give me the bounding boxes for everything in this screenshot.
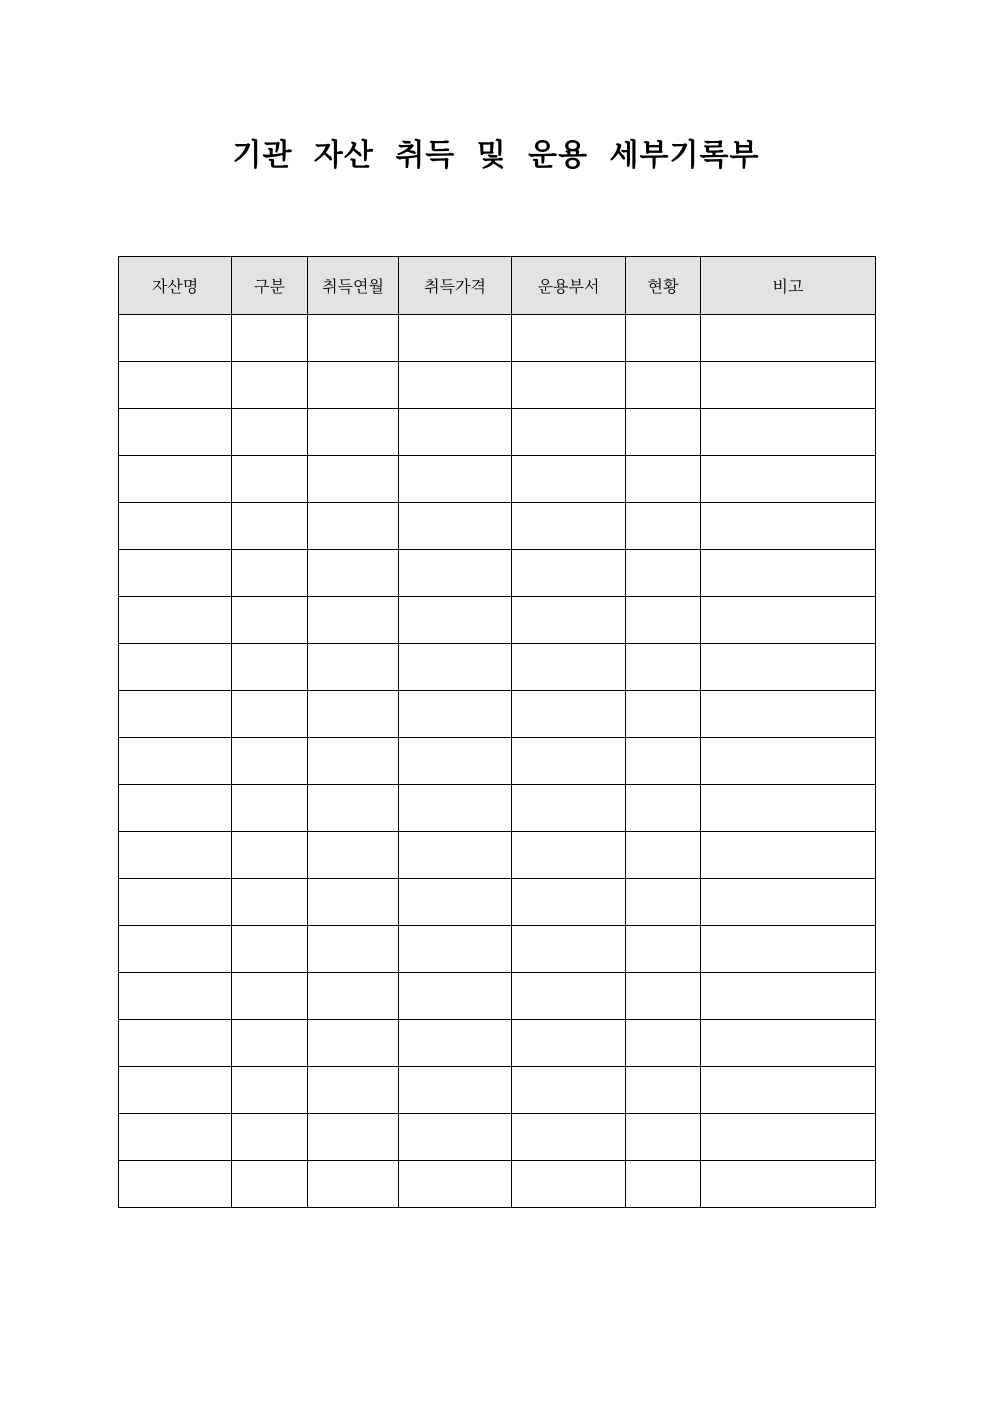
acquisition-date-cell[interactable] [308,550,399,597]
table-row [119,926,876,973]
status-cell[interactable] [626,409,701,456]
asset-name-cell[interactable] [119,550,232,597]
category-cell[interactable] [232,832,308,879]
remarks-cell[interactable] [701,456,876,503]
table-row [119,832,876,879]
remarks-cell[interactable] [701,597,876,644]
acquisition-price-cell[interactable] [399,879,512,926]
remarks-cell[interactable] [701,926,876,973]
status-cell[interactable] [626,644,701,691]
category-cell[interactable] [232,315,308,362]
category-cell[interactable] [232,597,308,644]
remarks-cell[interactable] [701,832,876,879]
column-header-remarks: 비고 [701,257,876,315]
category-cell[interactable] [232,973,308,1020]
table-row [119,879,876,926]
table-row [119,550,876,597]
acquisition-date-cell[interactable] [308,832,399,879]
remarks-cell[interactable] [701,315,876,362]
department-cell[interactable] [512,362,626,409]
department-cell[interactable] [512,691,626,738]
asset-name-cell[interactable] [119,456,232,503]
column-header-asset-name: 자산명 [119,257,232,315]
acquisition-date-cell[interactable] [308,973,399,1020]
acquisition-price-cell[interactable] [399,456,512,503]
column-header-acquisition-price: 취득가격 [399,257,512,315]
department-cell[interactable] [512,644,626,691]
department-cell[interactable] [512,926,626,973]
category-cell[interactable] [232,362,308,409]
department-cell[interactable] [512,597,626,644]
asset-name-cell[interactable] [119,644,232,691]
remarks-cell[interactable] [701,973,876,1020]
remarks-cell[interactable] [701,409,876,456]
acquisition-price-cell[interactable] [399,691,512,738]
asset-name-cell[interactable] [119,738,232,785]
status-cell[interactable] [626,738,701,785]
column-header-department: 운용부서 [512,257,626,315]
category-cell[interactable] [232,738,308,785]
table-row [119,1020,876,1067]
remarks-cell[interactable] [701,785,876,832]
status-cell[interactable] [626,1067,701,1114]
acquisition-date-cell[interactable] [308,503,399,550]
acquisition-price-cell[interactable] [399,1020,512,1067]
table-row [119,503,876,550]
acquisition-date-cell[interactable] [308,1067,399,1114]
status-cell[interactable] [626,691,701,738]
acquisition-price-cell[interactable] [399,738,512,785]
remarks-cell[interactable] [701,738,876,785]
department-cell[interactable] [512,785,626,832]
status-cell[interactable] [626,973,701,1020]
category-cell[interactable] [232,1114,308,1161]
department-cell[interactable] [512,1020,626,1067]
asset-name-cell[interactable] [119,1020,232,1067]
table-row [119,1067,876,1114]
category-cell[interactable] [232,456,308,503]
status-cell[interactable] [626,785,701,832]
department-cell[interactable] [512,879,626,926]
category-cell[interactable] [232,1161,308,1208]
asset-name-cell[interactable] [119,409,232,456]
department-cell[interactable] [512,315,626,362]
table-row [119,973,876,1020]
asset-name-cell[interactable] [119,926,232,973]
status-cell[interactable] [626,1114,701,1161]
acquisition-price-cell[interactable] [399,1067,512,1114]
acquisition-price-cell[interactable] [399,409,512,456]
acquisition-price-cell[interactable] [399,644,512,691]
status-cell[interactable] [626,597,701,644]
category-cell[interactable] [232,644,308,691]
department-cell[interactable] [512,456,626,503]
acquisition-price-cell[interactable] [399,926,512,973]
asset-name-cell[interactable] [119,1114,232,1161]
asset-name-cell[interactable] [119,362,232,409]
acquisition-price-cell[interactable] [399,550,512,597]
remarks-cell[interactable] [701,1020,876,1067]
asset-name-cell[interactable] [119,315,232,362]
category-cell[interactable] [232,785,308,832]
table-row [119,456,876,503]
remarks-cell[interactable] [701,1067,876,1114]
remarks-cell[interactable] [701,1161,876,1208]
acquisition-date-cell[interactable] [308,644,399,691]
acquisition-date-cell[interactable] [308,362,399,409]
department-cell[interactable] [512,1114,626,1161]
remarks-cell[interactable] [701,550,876,597]
remarks-cell[interactable] [701,879,876,926]
remarks-cell[interactable] [701,1114,876,1161]
ledger-body [119,315,876,1208]
acquisition-date-cell[interactable] [308,926,399,973]
status-cell[interactable] [626,362,701,409]
remarks-cell[interactable] [701,691,876,738]
column-header-status: 현황 [626,257,701,315]
asset-name-cell[interactable] [119,973,232,1020]
acquisition-price-cell[interactable] [399,362,512,409]
asset-name-cell[interactable] [119,691,232,738]
acquisition-price-cell[interactable] [399,1161,512,1208]
status-cell[interactable] [626,503,701,550]
asset-name-cell[interactable] [119,785,232,832]
header-row [119,257,876,315]
acquisition-date-cell[interactable] [308,409,399,456]
remarks-cell[interactable] [701,503,876,550]
status-cell[interactable] [626,832,701,879]
category-cell[interactable] [232,503,308,550]
department-cell[interactable] [512,550,626,597]
acquisition-date-cell[interactable] [308,315,399,362]
department-cell[interactable] [512,1067,626,1114]
category-cell[interactable] [232,1020,308,1067]
status-cell[interactable] [626,1161,701,1208]
status-cell[interactable] [626,550,701,597]
table-row [119,1114,876,1161]
table-row [119,644,876,691]
acquisition-date-cell[interactable] [308,1161,399,1208]
acquisition-date-cell[interactable] [308,691,399,738]
table-row [119,738,876,785]
remarks-cell[interactable] [701,644,876,691]
table-row [119,315,876,362]
department-cell[interactable] [512,503,626,550]
table-row [119,1161,876,1208]
status-cell[interactable] [626,1020,701,1067]
acquisition-date-cell[interactable] [308,738,399,785]
table-row [119,362,876,409]
category-cell[interactable] [232,926,308,973]
acquisition-price-cell[interactable] [399,503,512,550]
acquisition-price-cell[interactable] [399,973,512,1020]
acquisition-price-cell[interactable] [399,1114,512,1161]
department-cell[interactable] [512,738,626,785]
table-row [119,785,876,832]
asset-ledger-table [118,256,876,1208]
table-row [119,691,876,738]
acquisition-date-cell[interactable] [308,1020,399,1067]
category-cell[interactable] [232,409,308,456]
column-header-category: 구분 [232,257,308,315]
status-cell[interactable] [626,456,701,503]
asset-name-cell[interactable] [119,597,232,644]
asset-name-cell[interactable] [119,503,232,550]
acquisition-price-cell[interactable] [399,785,512,832]
remarks-cell[interactable] [701,362,876,409]
column-header-acquisition-date: 취득연월 [308,257,399,315]
acquisition-price-cell[interactable] [399,597,512,644]
acquisition-date-cell[interactable] [308,1114,399,1161]
department-cell[interactable] [512,409,626,456]
status-cell[interactable] [626,879,701,926]
acquisition-date-cell[interactable] [308,456,399,503]
acquisition-date-cell[interactable] [308,879,399,926]
status-cell[interactable] [626,315,701,362]
department-cell[interactable] [512,832,626,879]
page-title: 기관 자산 취득 및 운용 세부기록부 [232,138,760,173]
category-cell[interactable] [232,691,308,738]
status-cell[interactable] [626,926,701,973]
acquisition-date-cell[interactable] [308,597,399,644]
acquisition-price-cell[interactable] [399,832,512,879]
department-cell[interactable] [512,973,626,1020]
asset-name-cell[interactable] [119,1067,232,1114]
asset-name-cell[interactable] [119,832,232,879]
acquisition-price-cell[interactable] [399,315,512,362]
category-cell[interactable] [232,879,308,926]
acquisition-date-cell[interactable] [308,785,399,832]
category-cell[interactable] [232,1067,308,1114]
table-row [119,597,876,644]
asset-name-cell[interactable] [119,1161,232,1208]
table-row [119,409,876,456]
category-cell[interactable] [232,550,308,597]
asset-name-cell[interactable] [119,879,232,926]
department-cell[interactable] [512,1161,626,1208]
